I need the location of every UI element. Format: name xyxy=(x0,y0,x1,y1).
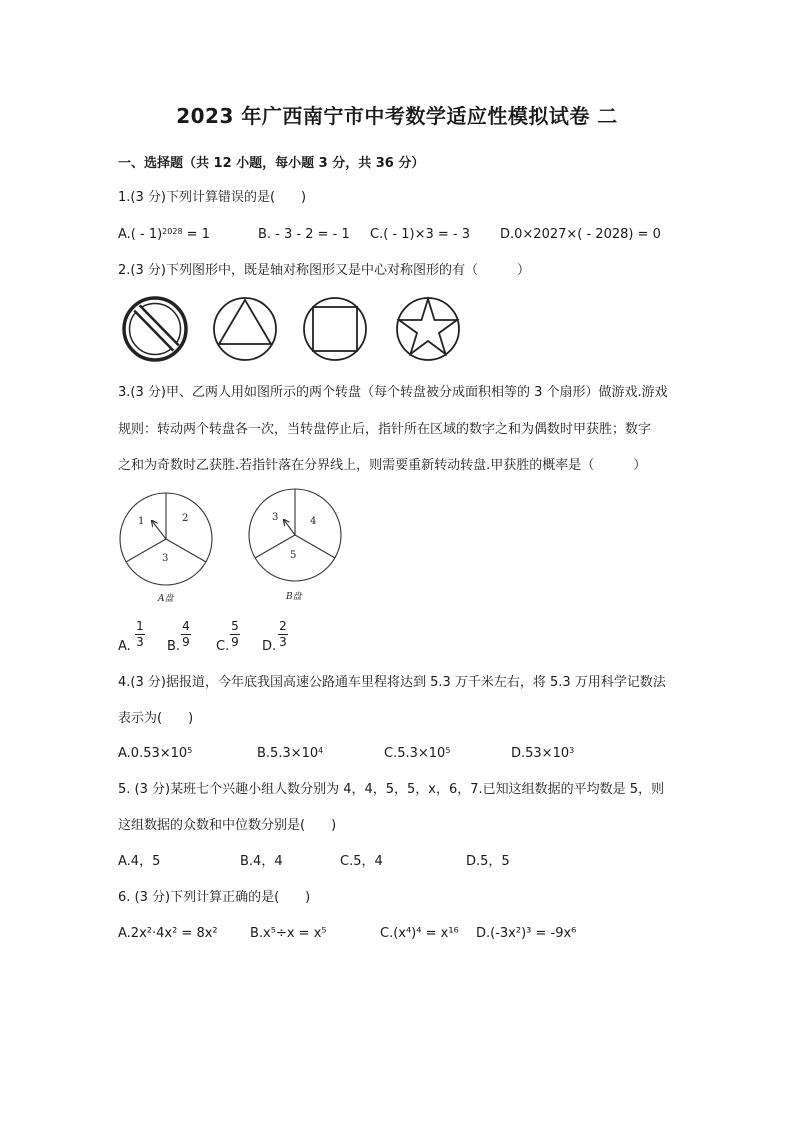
q1-stem: 1.(3 分)下列计算错误的是( ) xyxy=(118,190,307,205)
q3-spinners xyxy=(118,488,358,608)
q5-option-a: A.4，5 xyxy=(118,854,161,869)
q6-option-c: C.(x⁴)⁴ = x¹⁶ xyxy=(380,926,459,941)
spinner-b-label-5: 5 xyxy=(290,550,297,561)
spinner-a xyxy=(120,493,212,585)
spinner-a-label-3: 3 xyxy=(162,553,169,564)
q6-option-a: A.2x²·4x² = 8x² xyxy=(118,926,218,941)
q3-line-2: 规则：转动两个转盘各一次，当转盘停止后，指针所在区域的数字之和为偶数时甲获胜；数字 xyxy=(118,422,652,437)
q4-option-a: $A.0.53\times 10^5$ xyxy=(118,746,193,761)
q1-option-a: A.( - 1)$^{2028}$ = 1 xyxy=(118,227,210,242)
section-heading: 一、选择题（共 12 小题，每小题 3 分，共 36 分） xyxy=(118,156,425,171)
circle-slash-figure xyxy=(124,298,186,360)
q5-option-d: D.5，5 xyxy=(466,854,510,869)
q5-line-2: 这组数据的众数和中位数分别是( ) xyxy=(118,818,337,833)
spinner-b-label-4: 4 xyxy=(310,516,317,527)
q6-option-b: B.x⁵÷x = x⁵ xyxy=(250,926,327,941)
q3-option-d-letter: D. xyxy=(262,639,277,654)
q3-option-b-letter: B. xyxy=(167,639,181,654)
q4-option-d: $D.53\times 10^3$ xyxy=(511,746,575,761)
q3-option-c-letter: C. xyxy=(216,639,230,654)
q6-option-d: D.(-3x²)³ = -9x⁶ xyxy=(476,926,577,941)
q2-figures xyxy=(120,296,465,366)
spinner-a-label-2: 2 xyxy=(182,513,189,524)
q5-line-1: 5. (3 分)某班七个兴趣小组人数分别为 4，4，5，5，x，6，7.已知这组数据的平均数是 5，则 xyxy=(118,782,665,797)
q3-option-a-fraction: $\frac{1}{3}$ xyxy=(136,619,144,649)
q4-option-b: $B.5.3\times 10^4$ xyxy=(257,746,324,761)
q5-option-b: B.4，4 xyxy=(240,854,283,869)
q2-stem: 2.(3 分)下列图形中，既是轴对称图形又是中心对称图形的有（ ） xyxy=(118,263,530,278)
q3-option-c-fraction: $\frac{5}{9}$ xyxy=(231,619,239,649)
spinner-a-label-1: 1 xyxy=(138,516,145,527)
spinner-b xyxy=(249,489,341,581)
q3-line-3: 之和为奇数时乙获胜.若指针落在分界线上，则需要重新转动转盘.甲获胜的概率是（ ） xyxy=(118,458,647,473)
q1-option-c: C.( - 1)×3 = - 3 xyxy=(370,227,470,242)
q3-option-b-fraction: $\frac{4}{9}$ xyxy=(182,619,190,649)
q6-stem: 6. (3 分)下列计算正确的是( ) xyxy=(118,890,311,905)
circle-star-figure xyxy=(397,298,459,360)
q4-line-1: 4.(3 分)据报道，今年底我国高速公路通车里程将达到 5.3 万千米左右，将 5.3 万用科学记数法 xyxy=(118,675,666,690)
q3-line-1: 3.(3 分)甲、乙两人用如图所示的两个转盘（每个转盘被分成面积相等的 3 个扇形）做游戏.游戏 xyxy=(118,385,668,400)
spinner-b-label-3: 3 xyxy=(272,512,279,523)
q5-option-c: C.5，4 xyxy=(340,854,383,869)
q4-option-c: $C.5.3\times 10^5$ xyxy=(384,746,451,761)
q1-option-b: B. - 3 - 2 = - 1 xyxy=(258,227,350,242)
spinner-a-caption: A盘 xyxy=(158,594,174,604)
q3-option-d-fraction: $\frac{2}{3}$ xyxy=(279,619,287,649)
exam-title: 2023 年广西南宁市中考数学适应性模拟试卷 二 xyxy=(176,104,618,128)
q4-line-2: 表示为( ) xyxy=(118,711,194,726)
circle-triangle-figure xyxy=(214,298,276,360)
q3-option-a-letter: A. xyxy=(118,639,131,654)
circle-square-figure xyxy=(304,298,366,360)
spinner-b-caption: B盘 xyxy=(286,592,302,602)
q1-option-d: D.0×2027×( - 2028) = 0 xyxy=(500,227,661,242)
